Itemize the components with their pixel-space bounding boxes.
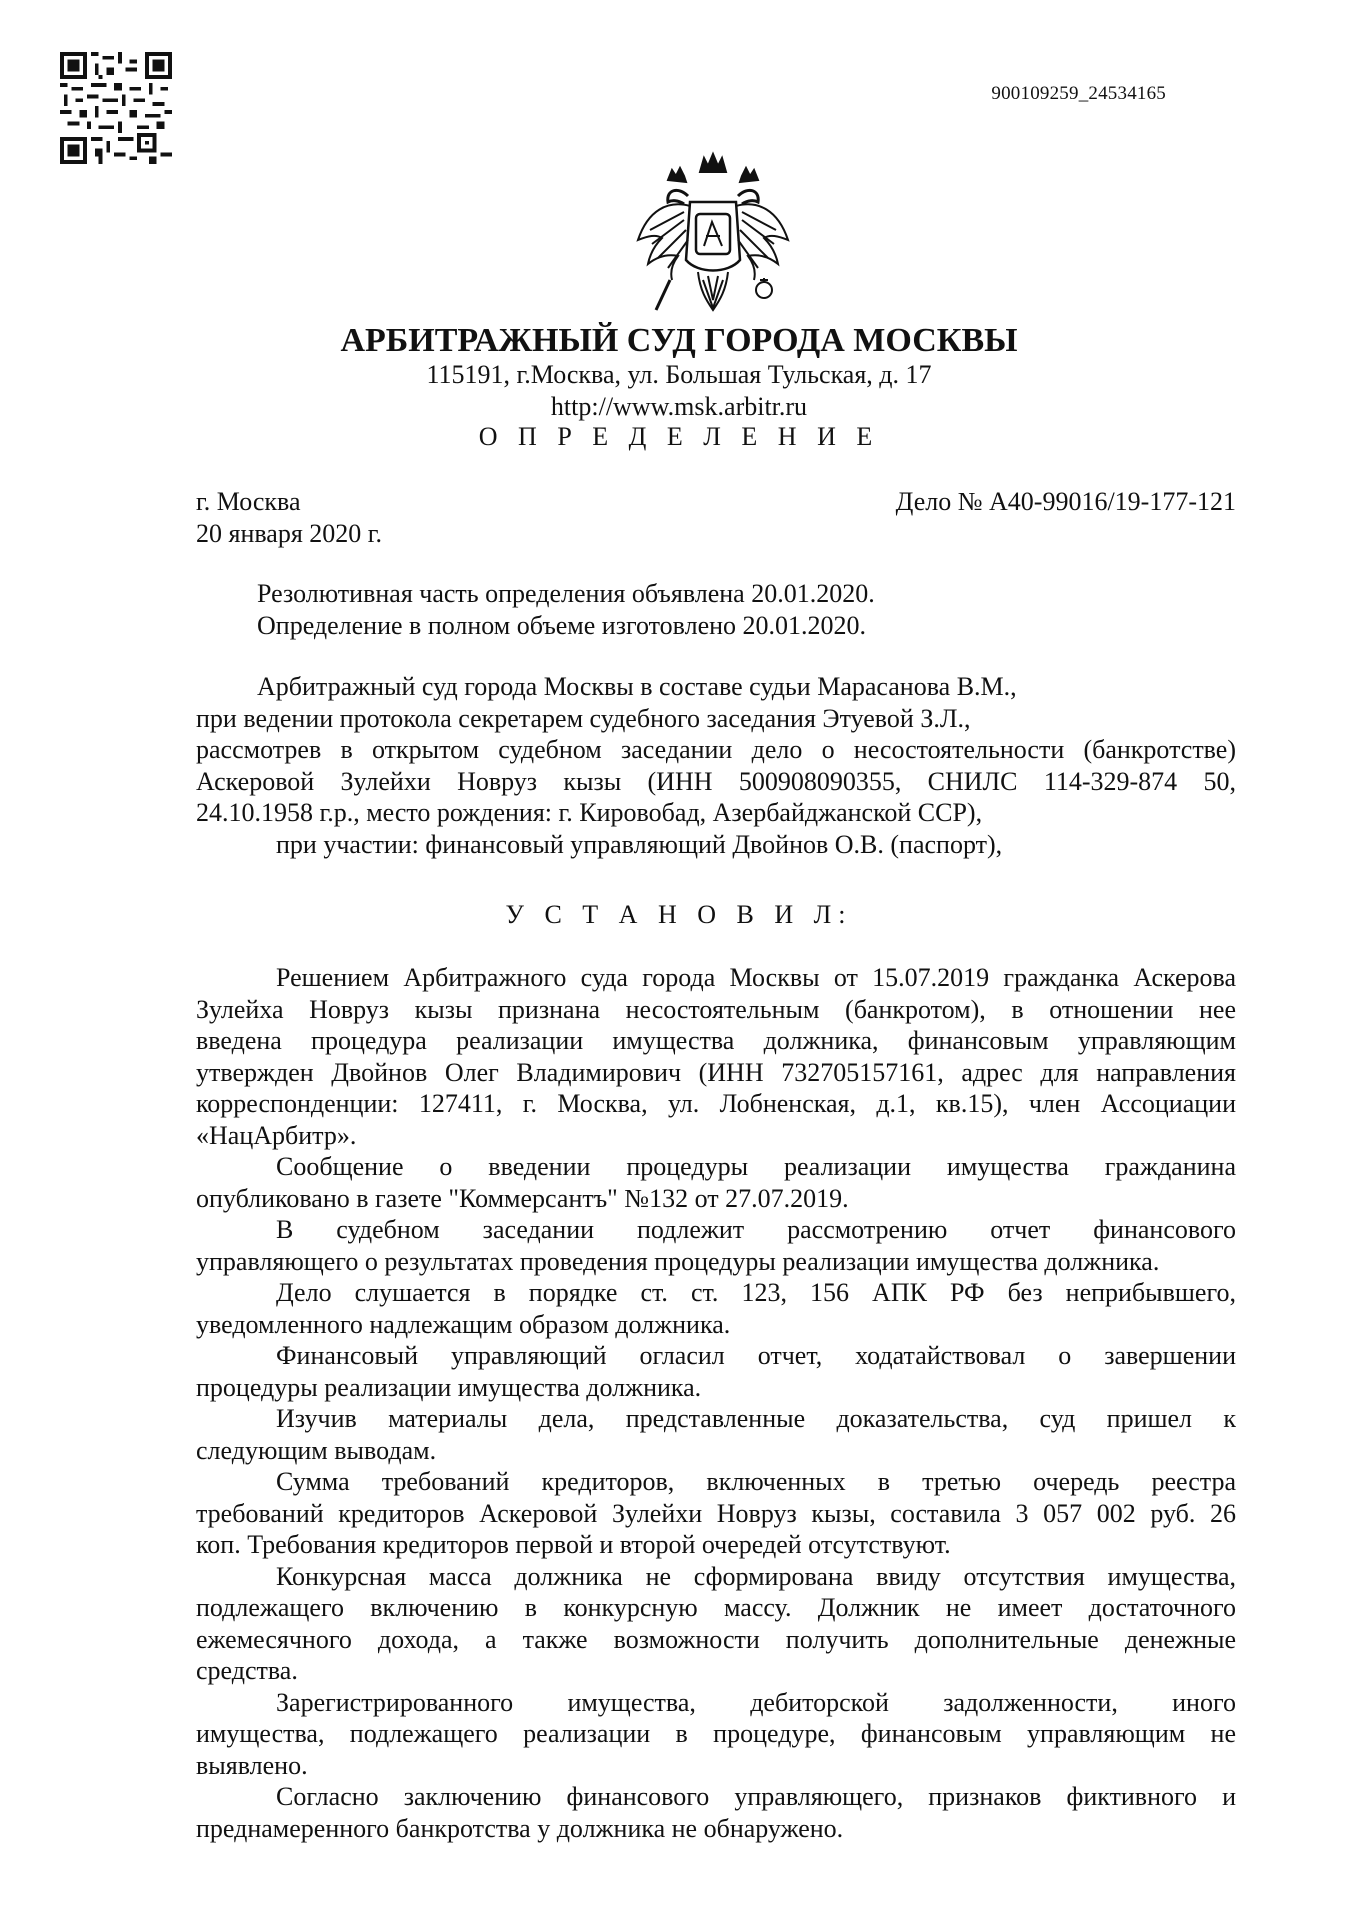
case-number: Дело № А40-99016/19-177-121: [895, 487, 1236, 516]
paragraph-line: Зарегистрированного имущества, дебиторской задолженности, иного: [276, 1687, 1236, 1717]
court-website-link[interactable]: http://www.msk.arbitr.ru: [550, 392, 808, 421]
paragraph-p5: [196, 1340, 1236, 1403]
qr-code: [60, 52, 172, 164]
paragraph-line: Дело слушается в порядке ст. ст. 123, 156 АПК РФ без неприбывшего,: [276, 1278, 1236, 1307]
paragraph-line: В судебном заседании подлежит рассмотрению отчет финансового: [276, 1215, 1236, 1244]
paragraph-p2: [196, 1151, 1236, 1214]
paragraph-line: «НацАрбитр».: [196, 1120, 357, 1150]
intro-line-6: при участии: финансовый управляющий Двойнов О.В. (паспорт),: [276, 830, 1003, 859]
paragraph-line: утвержден Двойнов Олег Владимирович (ИНН 732705157161, адрес для направления: [196, 1057, 1236, 1087]
paragraph-line: подлежащего включению в конкурсную массу. Должник не имеет достаточного: [196, 1593, 1236, 1622]
paragraph-line: уведомленного надлежащим образом должника.: [196, 1309, 731, 1339]
paragraph-p3: [196, 1214, 1236, 1277]
paragraph-line: управляющего о результатах проведения процедуры реализации имущества должника.: [196, 1246, 1160, 1276]
paragraph-line: процедуры реализации имущества должника.: [196, 1372, 702, 1402]
paragraph-line: Сообщение о введении процедуры реализации имущества гражданина: [276, 1152, 1236, 1181]
paragraph-line: следующим выводам.: [196, 1435, 437, 1465]
intro-line-4: Аскеровой Зулейхи Новруз кызы (ИНН 500908090355, СНИЛС 114-329-874 50,: [196, 766, 1236, 796]
resolution-announced: Резолютивная часть определения объявлена 20.01.2020.: [257, 579, 875, 608]
intro-block: [196, 734, 1236, 797]
paragraph-line: ежемесячного дохода, а также возможности получить дополнительные денежные: [196, 1624, 1236, 1654]
paragraph-line: введена процедура реализации имущества должника, финансовым управляющим: [196, 1026, 1236, 1055]
intro-line-1: Арбитражный суд города Москвы в составе судьи Марасанова В.М.,: [257, 672, 1017, 701]
paragraph-p1: [196, 962, 1236, 1151]
intro-line-5: 24.10.1958 г.р., место рождения: г. Кировобад, Азербайджанской ССР),: [196, 798, 983, 827]
city: г. Москва: [196, 487, 301, 516]
paragraph-line: требований кредиторов Аскеровой Зулейхи Новруз кызы, составила 3 057 002 руб. 26: [196, 1498, 1236, 1528]
paragraph-line: Решением Арбитражного суда города Москвы от 15.07.2019 гражданка Аскерова: [276, 963, 1236, 992]
document-type-title: О П Р Е Д Е Л Е Н И Е: [478, 422, 880, 451]
body-text: [196, 962, 1236, 1844]
paragraph-line: преднамеренного банкротства у должника не обнаружено.: [196, 1813, 844, 1843]
paragraph-p6: [196, 1403, 1236, 1466]
paragraph-line: Конкурсная масса должника не сформирована ввиду отсутствия имущества,: [276, 1561, 1236, 1591]
paragraph-line: имущества, подлежащего реализации в процедуре, финансовым управляющим не: [196, 1719, 1236, 1748]
paragraph-line: коп. Требования кредиторов первой и второй очередей отсутствуют.: [196, 1530, 951, 1559]
paragraph-line: корреспонденции: 127411, г. Москва, ул. Лобненская, д.1, кв.15), член Ассоциации: [196, 1089, 1236, 1118]
paragraph-line: Сумма требований кредиторов, включенных в третью очередь реестра: [276, 1467, 1236, 1496]
document-id: 900109259_24534165: [991, 83, 1166, 104]
paragraph-line: Изучив материалы дела, представленные доказательства, суд пришел к: [276, 1404, 1236, 1433]
paragraph-p9: [196, 1687, 1236, 1782]
paragraph-p10: [196, 1781, 1236, 1844]
intro-line-2: при ведении протокола секретарем судебного заседания Этуевой З.Л.,: [196, 704, 971, 733]
coat-of-arms-icon: [628, 150, 798, 318]
paragraph-p4: [196, 1277, 1236, 1340]
document-date: 20 января 2020 г.: [196, 519, 383, 548]
paragraph-line: Зулейха Новруз кызы признана несостоятельным (банкротом), в отношении нее: [196, 994, 1236, 1024]
ustanovil-heading: У С Т А Н О В И Л:: [505, 900, 853, 929]
paragraph-line: выявлено.: [196, 1750, 308, 1780]
paragraph-line: средства.: [196, 1656, 298, 1685]
paragraph-line: Согласно заключению финансового управляющего, признаков фиктивного и: [276, 1782, 1236, 1811]
paragraph-line: опубликовано в газете "Коммерсантъ" №132 от 27.07.2019.: [196, 1183, 849, 1213]
paragraph-p8: [196, 1561, 1236, 1687]
court-address: 115191, г.Москва, ул. Большая Тульская, д. 17: [426, 360, 932, 389]
resolution-full-text: Определение в полном объеме изготовлено 20.01.2020.: [257, 611, 867, 640]
court-name: АРБИТРАЖНЫЙ СУД ГОРОДА МОСКВЫ: [340, 322, 1018, 359]
paragraph-line: Финансовый управляющий огласил отчет, ходатайствовал о завершении: [276, 1341, 1236, 1370]
paragraph-p7: [196, 1466, 1236, 1561]
intro-line-3: рассмотрев в открытом судебном заседании дело о несостоятельности (банкротстве): [196, 735, 1236, 764]
